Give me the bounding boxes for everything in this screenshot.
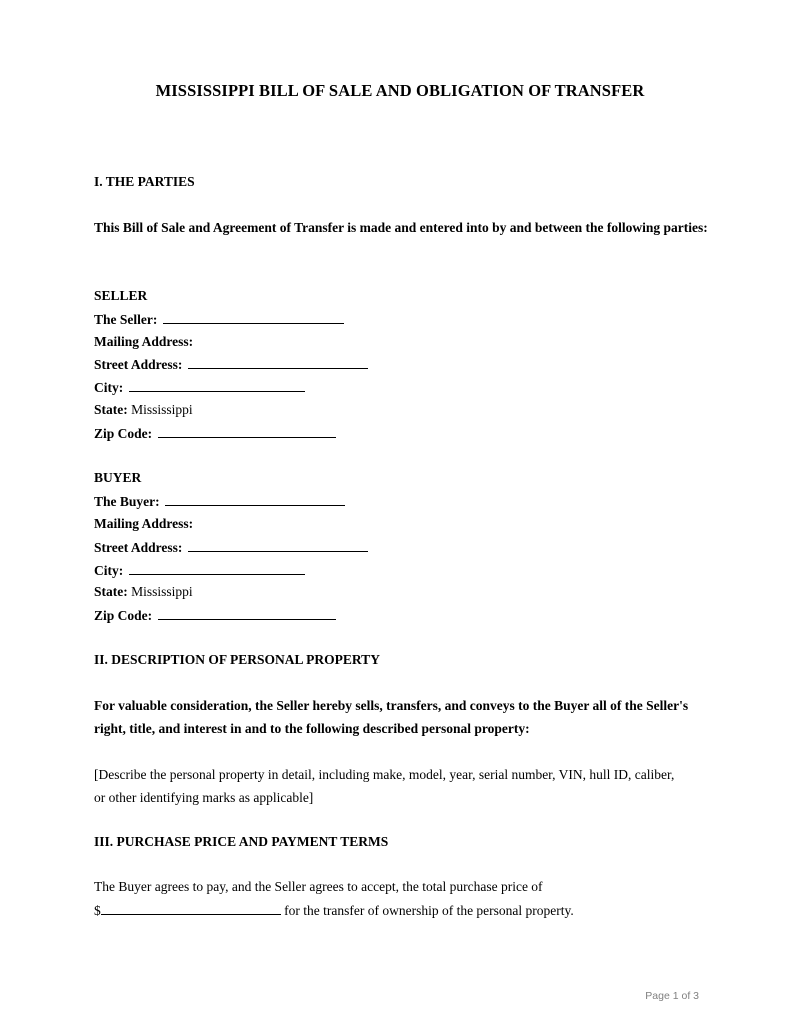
buyer-city-field[interactable] — [129, 562, 305, 575]
buyer-zip-row — [94, 607, 336, 624]
price-currency: $ — [94, 903, 101, 918]
buyer-mailing-label: Mailing Address: — [94, 516, 194, 531]
parties-intro: This Bill of Sale and Agreement of Transfer is made and entered into by and between the following parties: — [94, 220, 708, 235]
buyer-state-row — [94, 584, 193, 600]
property-intro: For valuable consideration, the Seller hereby sells, transfers, and conveys to the Buyer all of the Seller's right, title, and interest in and to the following described personal property: — [94, 698, 689, 736]
buyer-name-label: The Buyer: — [94, 494, 160, 509]
buyer-name-field[interactable] — [165, 493, 345, 506]
buyer-street-row — [94, 539, 368, 556]
seller-zip-label: Zip Code: — [94, 426, 153, 441]
seller-street-field[interactable] — [188, 356, 368, 369]
seller-street-label: Street Address: — [94, 357, 183, 372]
buyer-state-label: State: — [94, 584, 128, 599]
buyer-street-field[interactable] — [188, 539, 368, 552]
buyer-zip-label: Zip Code: — [94, 608, 153, 623]
seller-city-label: City: — [94, 380, 124, 395]
seller-zip-row — [94, 425, 336, 442]
buyer-state-value: Mississippi — [131, 584, 193, 599]
seller-state-label: State: — [94, 402, 128, 417]
seller-state-value: Mississippi — [131, 402, 193, 417]
seller-name-field[interactable] — [163, 311, 344, 324]
seller-name-row — [94, 311, 344, 328]
buyer-city-row — [94, 562, 305, 579]
seller-zip-field[interactable] — [158, 425, 336, 438]
seller-city-field[interactable] — [129, 379, 305, 392]
section-heading-parties: I. THE PARTIES — [94, 174, 195, 189]
buyer-street-label: Street Address: — [94, 540, 183, 555]
price-amount-field[interactable] — [101, 902, 281, 915]
seller-state-row — [94, 402, 193, 418]
seller-street-row — [94, 356, 368, 373]
section-heading-property: II. DESCRIPTION OF PERSONAL PROPERTY — [94, 652, 380, 667]
price-line-2-suffix: for the transfer of ownership of the personal property. — [284, 903, 574, 918]
page-number: Page 1 of 3 — [645, 990, 699, 1002]
buyer-name-row — [94, 493, 345, 510]
buyer-heading: BUYER — [94, 470, 142, 485]
buyer-city-label: City: — [94, 563, 124, 578]
price-line-2 — [94, 902, 574, 919]
section-heading-price: III. PURCHASE PRICE AND PAYMENT TERMS — [94, 834, 389, 849]
document-title: MISSISSIPPI BILL OF SALE AND OBLIGATION OF TRANSFER — [155, 81, 645, 100]
price-line-1: The Buyer agrees to pay, and the Seller agrees to accept, the total purchase price of — [94, 879, 543, 894]
seller-city-row — [94, 379, 305, 396]
buyer-zip-field[interactable] — [158, 607, 336, 620]
seller-name-label: The Seller: — [94, 312, 158, 327]
property-description-placeholder[interactable]: [Describe the personal property in detail, including make, model, year, serial number, VIN, hull ID, caliber, or other identifying marks as applicable] — [94, 767, 675, 805]
seller-heading: SELLER — [94, 288, 148, 303]
seller-mailing-label: Mailing Address: — [94, 334, 194, 349]
